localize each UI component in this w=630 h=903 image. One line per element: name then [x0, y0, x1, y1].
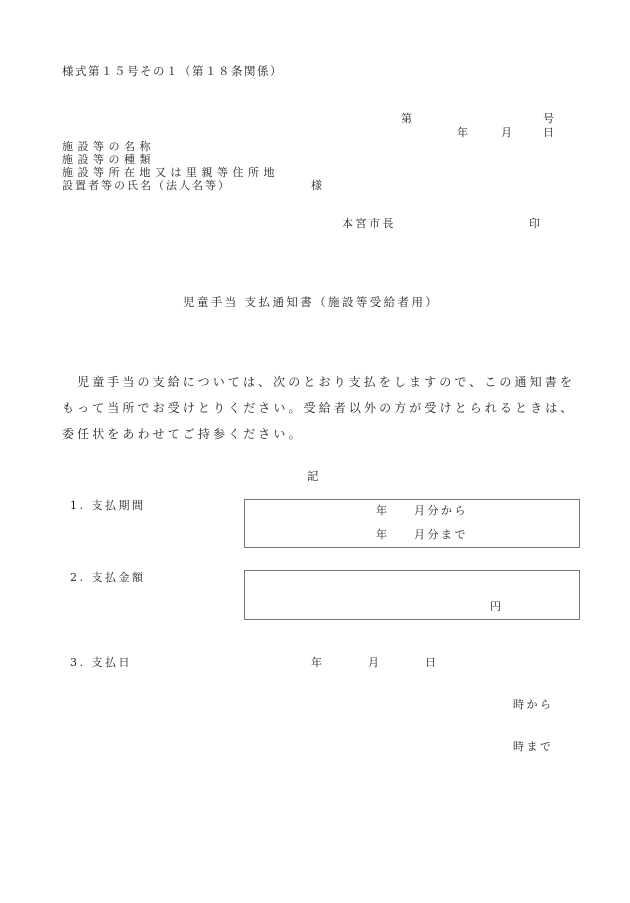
payment-date-year: 年	[311, 656, 322, 669]
payment-period-label: 1. 支払期間	[70, 499, 146, 512]
period-from-year: 年	[376, 504, 387, 517]
form-number: 様式第１５号その１（第１８条関係）	[62, 64, 283, 78]
date-day-label: 日	[543, 126, 554, 139]
period-to-year: 年	[376, 528, 387, 541]
body-line-2: もって当所でお受けとりください。受給者以外の方が受けとられるときは、	[62, 401, 576, 415]
period-from-suffix: 月分から	[414, 504, 468, 517]
payment-date-month: 月	[368, 656, 379, 669]
amount-unit-yen: 円	[490, 600, 501, 613]
facility-type-label: 施設等の種類	[62, 153, 155, 166]
payment-amount-box	[244, 570, 580, 620]
facility-address-label: 施設等所在地又は里親等住所地	[62, 166, 279, 179]
reference-go: 号	[543, 112, 554, 125]
issuer-title: 本宮市長	[342, 217, 396, 230]
facility-name-label: 施設等の名称	[62, 140, 155, 153]
body-line-3: 委任状をあわせてご持参ください。	[62, 427, 304, 441]
payment-period-box	[244, 499, 580, 548]
payment-date-day: 日	[425, 656, 436, 669]
payment-time-to: 時まで	[513, 740, 554, 753]
body-line-1: 児童手当の支給については、次のとおり支払をしますので、この通知書を	[62, 375, 575, 389]
honorific-sama: 様	[311, 179, 322, 192]
seal-mark: 印	[529, 217, 540, 230]
date-month-label: 月	[501, 126, 512, 139]
document-title: 児童手当 支払通知書（施設等受給者用）	[183, 295, 440, 309]
ki-heading: 記	[307, 469, 319, 483]
payment-amount-label: 2. 支払金額	[70, 571, 146, 584]
period-to-suffix: 月分まで	[414, 528, 468, 541]
date-year-label: 年	[457, 126, 468, 139]
reference-dai: 第	[401, 112, 412, 125]
establisher-label: 設置者等の氏名（法人名等）	[62, 179, 231, 192]
payment-time-from: 時から	[513, 698, 554, 711]
payment-date-label: 3. 支払日	[70, 656, 132, 669]
